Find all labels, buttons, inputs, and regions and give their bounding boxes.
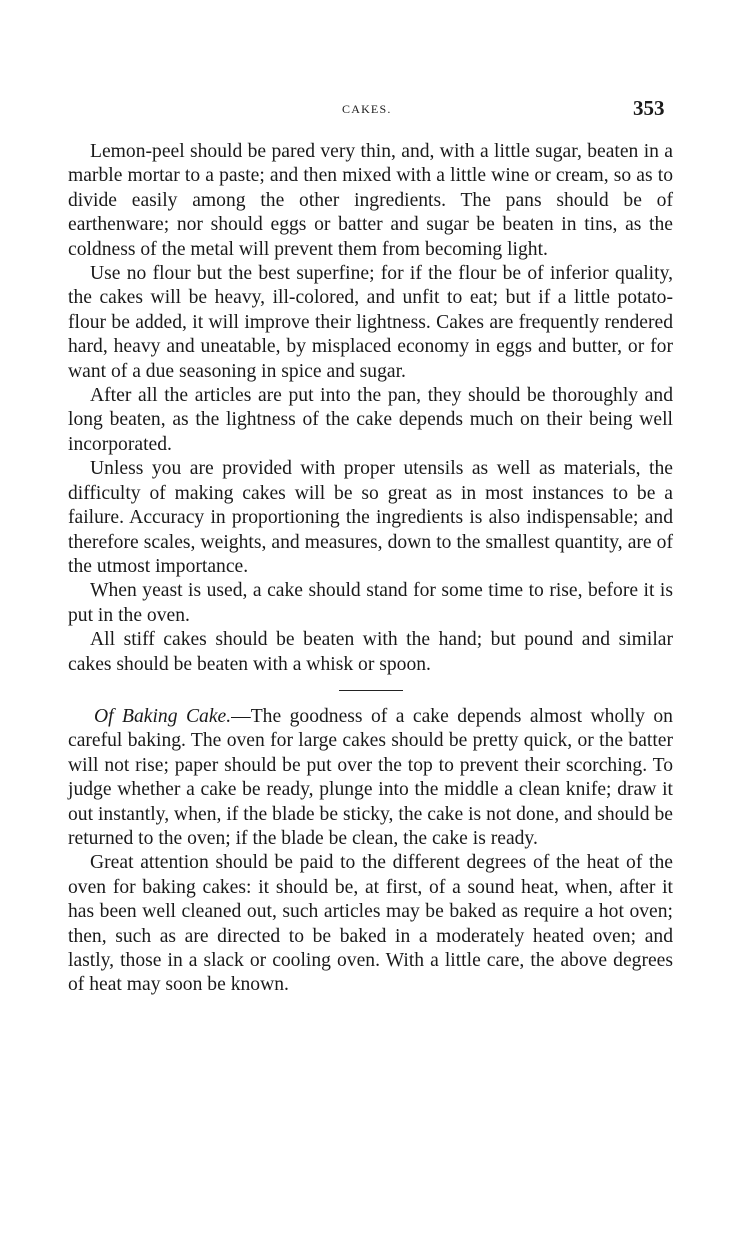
chapter-title: CAKES. (342, 102, 392, 116)
section-divider (339, 690, 403, 691)
paragraph-yeast: When yeast is used, a cake should stand for some time to rise, before it is put in the oven. (68, 580, 673, 626)
section-heading: Of Baking Cake. (94, 705, 232, 727)
running-head (0, 98, 750, 122)
paragraph-of-baking-cake (68, 705, 673, 851)
paragraph-beating: After all the articles are put into the pan, they should be thoroughly and long beaten, as the lightness of the cake depends much on their being well incorporated. (68, 385, 673, 455)
page-number: 353 (633, 96, 665, 120)
paragraph-of-baking-cake-text: —The goodness of a cake depends almost wholly on careful baking. The oven for large cakes should be pretty quick, or the batter will not rise; paper should be put over the top to prevent their scorching. To judge whether a cake be ready, plunge into the middle a clean knife; draw it out instantly, when, if the blade be sticky, the cake is not done, and should be returned to the oven; if the blade be clean, the cake is ready. (68, 705, 673, 849)
paragraph-stiff-cakes: All stiff cakes should be beaten with the hand; but pound and similar cakes should be beaten with a whisk or spoon. (68, 629, 673, 675)
paragraph-utensils: Unless you are provided with proper utensils as well as materials, the difficulty of making cakes will be so great as in most instances to be a failure. Accuracy in proportioning the ingredients is also indispensable; and therefore scales, weights, and measures, down to the smallest quantity, are of the utmost importance. (68, 458, 673, 577)
page-body (68, 140, 673, 998)
baking-section (68, 705, 673, 998)
cake-making-section (68, 140, 673, 677)
paragraph-lemon-peel: Lemon-peel should be pared very thin, and, with a little sugar, beaten in a marble mortar to a paste; and then mixed with a little wine or cream, so as to divide easily among the other ingredients. The pans should be of earthenware; nor should eggs or batter and sugar be beaten in tins, as the coldness of the metal will prevent them from becoming light. (68, 141, 673, 260)
paragraph-oven-heat: Great attention should be paid to the different degrees of the heat of the oven for baking cakes: it should be, at first, of a sound heat, when, after it has been well cleaned out, such articles may be baked as require a hot oven; then, such as are directed to be baked in a moderately heated oven; and lastly, those in a slack or cooling oven. With a little care, the above degrees of heat may soon be known. (68, 852, 673, 996)
paragraph-flour: Use no flour but the best superfine; for if the flour be of inferior quality, the cakes will be heavy, ill-colored, and unfit to eat; but if a little potato-flour be added, it will improve their lightness. Cakes are frequently rendered hard, heavy and uneatable, by misplaced economy in eggs and butter, or for want of a due seasoning in spice and sugar. (68, 263, 673, 382)
